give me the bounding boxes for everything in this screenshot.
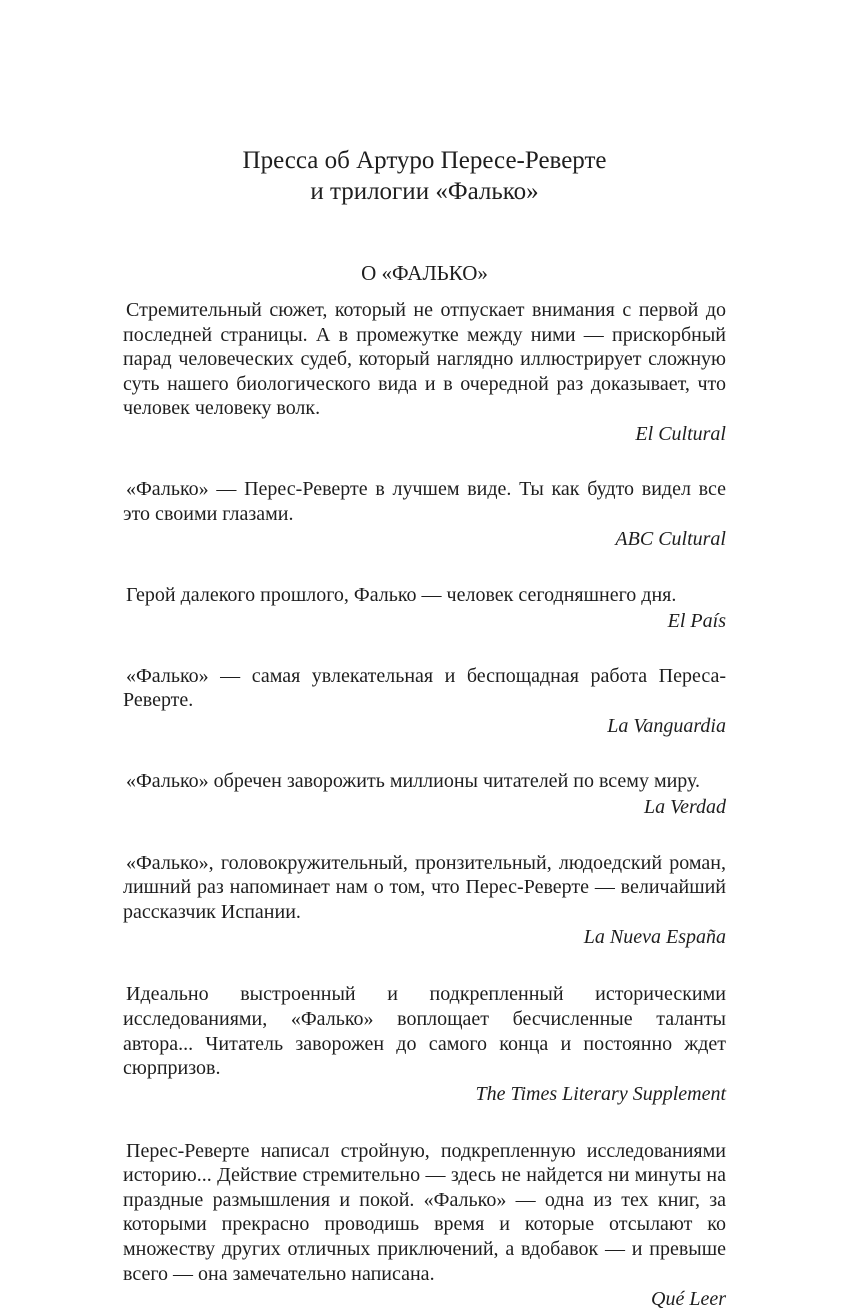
quote-source: El Cultural xyxy=(635,422,726,445)
quote-text: Идеально выстроенный и подкрепленный историческими исследованиями, «Фалько» воплощает бесчисленные таланты автора... Читатель заворожен до самого конца и постоянно ждет сюрпризов. xyxy=(123,983,726,1080)
press-quote xyxy=(123,1139,726,1311)
press-quote xyxy=(123,664,726,738)
quote-source: La Vanguardia xyxy=(607,714,726,737)
quote-source: Qué Leer xyxy=(651,1288,726,1311)
page-title-line-1: Пресса об Артуро Пересе-Реверте xyxy=(242,147,607,174)
press-quote xyxy=(123,982,726,1105)
quote-text: Перес-Реверте написал стройную, подкрепленную исследованиями историю... Действие стремительно — здесь не найдется ни минуты на праздные размышления и покой. «Фалько» — одна из тех книг, за которыми прекрасно проводишь время и которые отсылают ко множеству других отличных приключений, а вдобавок — и превыше всего — она замечательно написана. xyxy=(123,1139,726,1285)
quote-text: «Фалько», головокружительный, пронзительный, людоедский роман, лишний раз напоминает нам о том, что Перес-Реверте — величайший рассказчик Испании. xyxy=(123,851,726,923)
press-quote xyxy=(123,851,726,950)
quote-source: La Verdad xyxy=(643,795,726,818)
quote-text: «Фалько» — Перес-Реверте в лучшем виде. Ты как будто видел все это своими глазами. xyxy=(123,477,726,525)
press-quote xyxy=(123,298,726,446)
press-quote xyxy=(123,477,726,551)
section-heading: О «ФАЛЬКО» xyxy=(361,261,488,285)
page-title xyxy=(123,145,726,207)
quote-source: ABC Cultural xyxy=(615,528,726,551)
quote-text: «Фалько» — самая увлекательная и беспощадная работа Переса-Реверте. xyxy=(123,664,726,712)
quote-text: Герой далекого прошлого, Фалько — человек сегодняшнего дня. xyxy=(126,584,677,607)
quote-text: Стремительный сюжет, который не отпускает внимания с первой до последней страницы. А в промежутке между ними — прискорбный парад человеческих судеб, который наглядно иллюстрирует сложную суть нашего биологического вида и в очередной раз доказывает, что человек человеку волк. xyxy=(123,299,726,420)
page-title-line-2: и трилогии «Фалько» xyxy=(310,178,539,205)
press-quote xyxy=(123,583,726,633)
quote-text: «Фалько» обречен заворожить миллионы читателей по всему миру. xyxy=(126,769,701,792)
quote-source: El País xyxy=(667,609,726,632)
press-quote xyxy=(123,769,726,819)
quote-source: The Times Literary Supplement xyxy=(475,1082,726,1105)
quote-source: La Nueva España xyxy=(583,926,726,949)
